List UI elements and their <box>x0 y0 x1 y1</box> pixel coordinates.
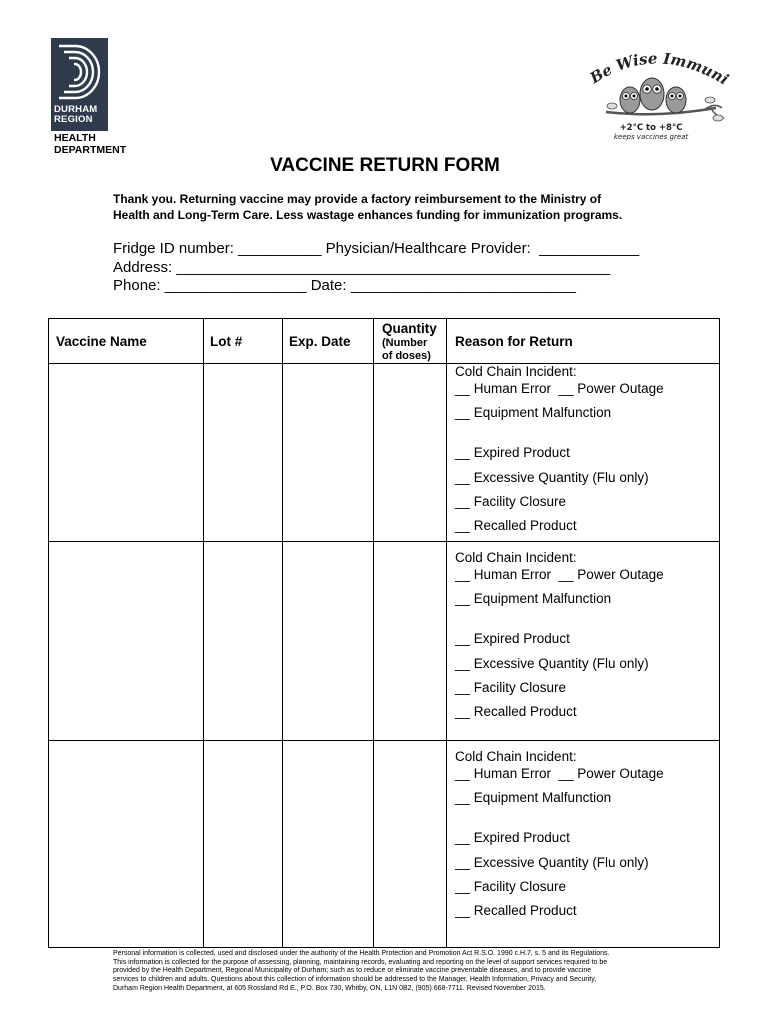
page-title: VACCINE RETURN FORM <box>270 155 500 176</box>
cold-chain-label: Cold Chain Incident: <box>455 749 577 764</box>
dept-line2: DEPARTMENT <box>54 143 127 156</box>
department-label <box>54 133 126 156</box>
header-qty-sub1: (Number <box>382 337 428 349</box>
expired-option[interactable]: __ Expired Product <box>455 830 570 845</box>
recalled-option[interactable]: __ Recalled Product <box>455 704 577 719</box>
closure-option[interactable]: __ Facility Closure <box>455 494 567 509</box>
intro-line2: Health and Long-Term Care. Less wastage enhances funding for immunization programs. <box>113 208 623 222</box>
header-divider <box>49 363 719 364</box>
excess-option[interactable]: __ Excessive Quantity (Flu only) <box>455 656 649 671</box>
col-divider <box>373 319 374 947</box>
equipment-option[interactable]: __ Equipment Malfunction <box>455 790 612 805</box>
badge-slogan: Be Wise Immuni <box>586 49 732 89</box>
dept-line1: HEALTH <box>54 132 96 144</box>
expired-option[interactable]: __ Expired Product <box>455 445 570 460</box>
footer-line1: Personal information is collected, used and disclosed under the authority of the Health Protection and Promotion Act R.S.O. 1990 c.H.7, s. 5 and its Regulations. <box>113 950 610 957</box>
excess-option[interactable]: __ Excessive Quantity (Flu only) <box>455 470 649 485</box>
badge-tagline: keeps vaccines great <box>613 133 689 141</box>
footer-line2: This information is collected for the purpose of assessing, planning, maintaining records, evaluating and reporting on the level of support services required to be <box>113 958 608 966</box>
human-power-option[interactable]: __ Human Error __ Power Outage <box>455 381 664 396</box>
col-divider <box>282 319 283 947</box>
vaccine-return-table <box>48 318 720 948</box>
footer-line4: services to children and adults. Questions about this collection of information should be addressed to the Manager, Health Information, Privacy and Security, <box>113 976 597 984</box>
address-field[interactable]: Address: ____________________________________________________ <box>113 258 611 276</box>
durham-region-logo <box>51 38 108 131</box>
col-divider <box>446 319 447 947</box>
header-lot: Lot # <box>210 334 243 349</box>
recalled-option[interactable]: __ Recalled Product <box>455 903 577 918</box>
phone-date-field[interactable]: Phone: _________________ Date: ___________________________ <box>113 277 576 294</box>
header-quantity: Quantity <box>382 321 437 336</box>
row-divider <box>49 740 719 741</box>
badge-temp: +2°C to +8°C <box>619 123 683 133</box>
header-qty-sub2: of doses) <box>382 350 431 362</box>
logo-org-line1: DURHAM <box>54 104 98 115</box>
logo-org-line2: REGION <box>54 114 93 125</box>
header-exp-date: Exp. Date <box>289 334 351 349</box>
closure-option[interactable]: __ Facility Closure <box>455 879 567 894</box>
human-power-option[interactable]: __ Human Error __ Power Outage <box>455 567 664 582</box>
closure-option[interactable]: __ Facility Closure <box>455 680 567 695</box>
row-divider <box>49 541 719 542</box>
intro-line1: Thank you. Returning vaccine may provide a factory reimbursement to the Ministry of <box>113 192 602 206</box>
equipment-option[interactable]: __ Equipment Malfunction <box>455 591 612 606</box>
footer-line3: provided by the Health Department, Regional Municipality of Durham; such as to reduce or eliminate vaccine preventable diseases, and to provide vaccine <box>113 967 592 975</box>
owls-icon <box>586 44 736 154</box>
footer-line5: Durham Region Health Department, at 605 Rossland Rd E., P.O. Box 730, Whitby, ON, L1N 0B2, (905) 668-7711. Revised November 2015. <box>113 984 546 992</box>
equipment-option[interactable]: __ Equipment Malfunction <box>455 405 612 420</box>
contact-fields <box>113 240 639 296</box>
durham-d-icon <box>55 42 104 102</box>
header-vaccine-name: Vaccine Name <box>56 334 147 349</box>
header-reason: Reason for Return <box>455 334 573 349</box>
excess-option[interactable]: __ Excessive Quantity (Flu only) <box>455 855 649 870</box>
human-power-option[interactable]: __ Human Error __ Power Outage <box>455 766 664 781</box>
col-divider <box>203 319 204 947</box>
fridge-provider-field[interactable]: Fridge ID number: __________ Physician/Healthcare Provider: ____________ <box>113 240 640 257</box>
intro-text <box>113 191 673 223</box>
expired-option[interactable]: __ Expired Product <box>455 631 570 646</box>
cold-chain-label: Cold Chain Incident: <box>455 550 577 565</box>
recalled-option[interactable]: __ Recalled Product <box>455 518 577 533</box>
be-wise-immunize-badge <box>586 44 736 154</box>
header-quantity-sub <box>382 337 431 363</box>
privacy-footer <box>113 950 673 994</box>
cold-chain-label: Cold Chain Incident: <box>455 364 577 379</box>
